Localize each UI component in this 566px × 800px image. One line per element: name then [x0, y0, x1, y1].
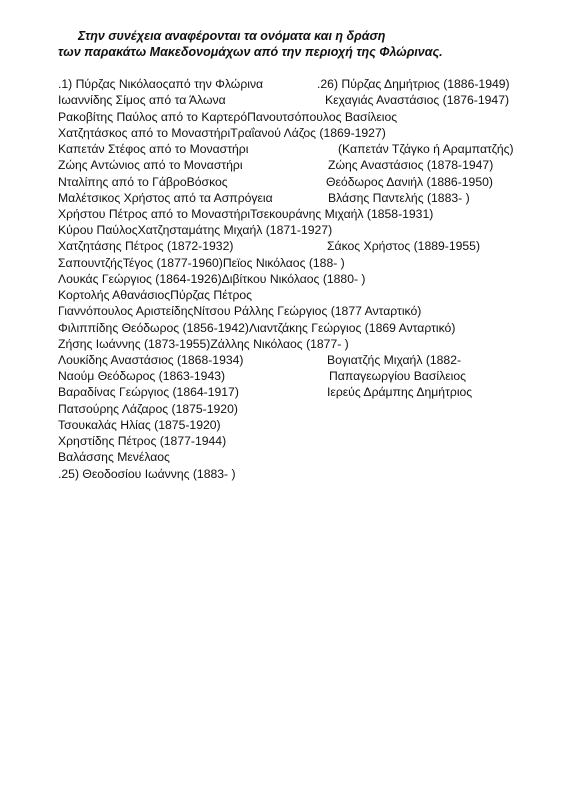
left-entry-7: Νταλίπης από το ΓάβροΒόσκος [58, 175, 228, 189]
left-entry-20: Βαραδίνας Γεώργιος (1864-1917) [58, 385, 239, 399]
left-entry-13: Λουκάς Γεώργιος (1864-1926)Διβίτκου Νικόλαος (1880- ) [58, 272, 366, 286]
left-entry-12: ΣαπουντζήςΤέγος (1877-1960)Πεϊος Νικόλαος (188- ) [58, 256, 345, 270]
right-entry-6: Βλάσης Παντελής (1883- ) [328, 191, 470, 205]
left-entry-23: Χρηστίδης Πέτρος (1877-1944) [58, 434, 227, 448]
left-entry-1: .1) Πύρζας Νικόλαοςαπό την Φλώρινα [58, 77, 264, 91]
left-entry-24: Βαλάσσης Μενέλαος [58, 450, 170, 464]
left-entry-2: Ιωαννίδης Σίμος από τα Άλωνα [58, 93, 226, 107]
left-entry-21: Πατσούρης Λάζαρος (1875-1920) [58, 402, 238, 416]
left-entry-14: Κορτολής ΑθανάσιοςΠύρζας Πέτρος [58, 288, 253, 302]
heading-line-2: των παρακάτω Μακεδονομάχων από την περιοχή της Φλώρινας. [58, 45, 443, 59]
left-entry-16: Φιλιππίδης Θεόδωρος (1856-1942)Λιαντζάκης Γεώργιος (1869 Ανταρτικό) [58, 321, 456, 335]
right-entry-9: Παπαγεωργίου Βασίλειος [329, 369, 467, 383]
left-entry-6: Ζώης Αντώνιος από το Μοναστήρι [58, 158, 243, 172]
right-entry-8: Βογιατζής Μιχαήλ (1882- [327, 353, 462, 367]
left-entry-18: Λουκίδης Αναστάσιος (1868-1934) [58, 353, 244, 367]
left-entry-17: Ζήσης Ιωάννης (1873-1955)Ζάλλης Νικόλαος (1877- ) [58, 337, 349, 351]
left-entry-8: Μαλέτσικος Χρήστος από τα Ασπρόγεια [58, 191, 273, 205]
left-entry-19: Ναούμ Θεόδωρος (1863-1943) [58, 369, 226, 383]
left-entry-3: Ρακοβίτης Παύλος από το ΚαρτερόΠανουτσόπουλος Βασίλειος [58, 110, 398, 124]
right-entry-10: Ιερεύς Δράμπης Δημήτριος [327, 385, 473, 399]
right-entry-4: Ζώης Αναστάσιος (1878-1947) [328, 158, 494, 172]
left-entry-22: Τσουκαλάς Ηλίας (1875-1920) [58, 418, 221, 432]
right-entry-2: Κεχαγιάς Αναστάσιος (1876-1947) [325, 93, 510, 107]
right-entry-5: Θεόδωρος Δανιήλ (1886-1950) [326, 175, 493, 189]
left-entry-15: Γιαννόπουλος ΑριστείδηςΝίτσου Ράλλης Γεώργιος (1877 Ανταρτικό) [58, 304, 422, 318]
right-entry-1: .26) Πύρζας Δημήτριος (1886-1949) [317, 77, 510, 91]
right-entry-3: (Καπετάν Τζάγκο ή Αραμπατζής) [338, 142, 514, 156]
right-entry-7: Σάκος Χρήστος (1889-1955) [327, 239, 481, 253]
left-entry-10: Κύρου ΠαύλοςΧατζησταμάτης Μιχαήλ (1871-1927) [58, 223, 333, 237]
left-entry-9: Χρήστου Πέτρος από το ΜοναστήριΤσεκουράνης Μιχαήλ (1858-1931) [58, 207, 434, 221]
left-entry-5: Καπετάν Στέφος από το Μοναστήρι [58, 142, 249, 156]
left-entry-11: Χατζητάσης Πέτρος (1872-1932) [58, 239, 234, 253]
heading-line-1: Στην συνέχεια αναφέρονται τα ονόματα και η δράση [78, 29, 386, 43]
left-entry-4: Χατζητάσκος από το ΜοναστήριΤραΐανού Λάζος (1869-1927) [58, 126, 386, 140]
left-entry-25: .25) Θεοδοσίου Ιωάννης (1883- ) [58, 467, 236, 481]
